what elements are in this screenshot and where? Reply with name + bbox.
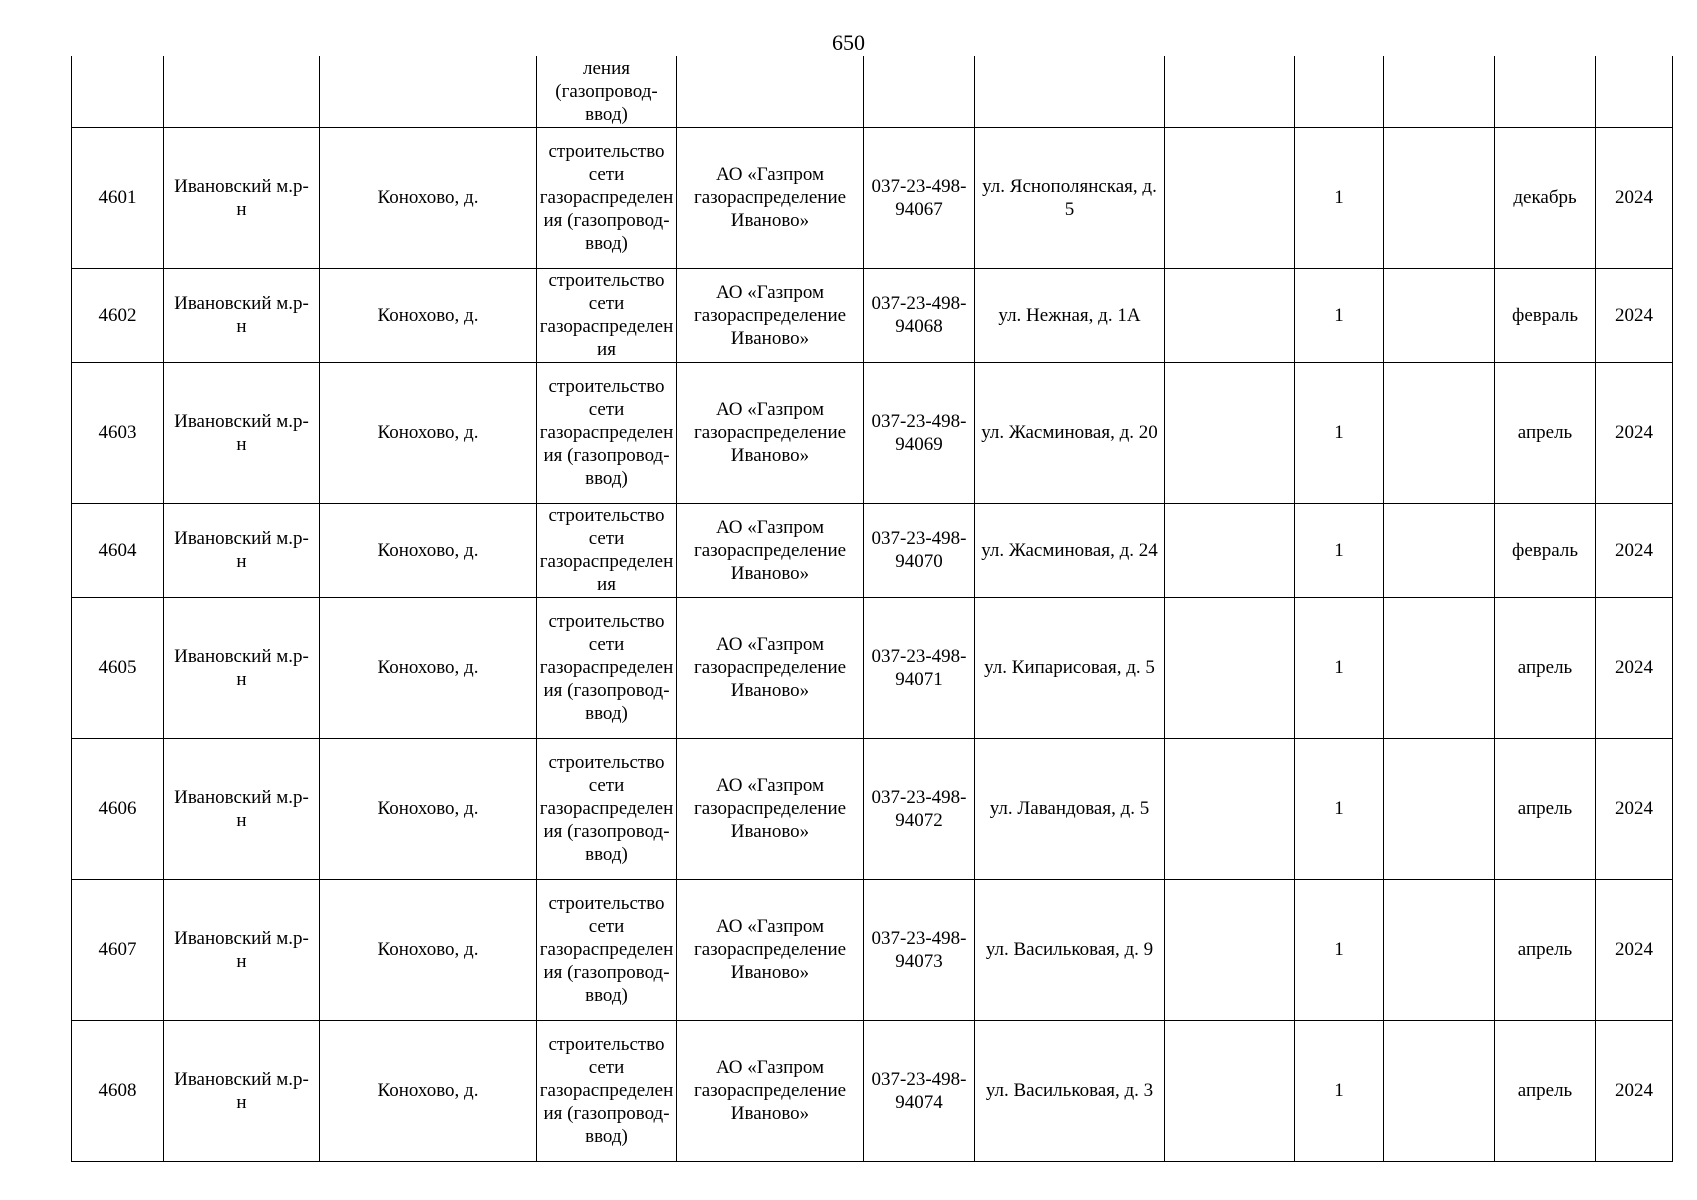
cell-code: 037-23-498-94072 [864, 738, 975, 879]
cell-col8 [1165, 1020, 1295, 1161]
cell-num: 4601 [72, 127, 164, 268]
cell-month: февраль [1495, 503, 1596, 597]
cell-num: 4604 [72, 503, 164, 597]
cell-work-type: ления (газопровод-ввод) [537, 56, 677, 127]
cell-district: Ивановский м.р-н [164, 879, 320, 1020]
cell-col10 [1384, 738, 1495, 879]
table-row [72, 597, 1673, 738]
cell-year: 2024 [1596, 127, 1673, 268]
cell-code: 037-23-498-94070 [864, 503, 975, 597]
table-row [72, 127, 1673, 268]
cell-code: 037-23-498-94067 [864, 127, 975, 268]
table-row [72, 879, 1673, 1020]
cell-settlement: Конохово, д. [320, 738, 537, 879]
cell-district: Ивановский м.р-н [164, 362, 320, 503]
cell-month [1495, 56, 1596, 127]
cell-work-type: строительство сети газораспределения (газопровод-ввод) [537, 1020, 677, 1161]
table-row [72, 503, 1673, 597]
cell-month: апрель [1495, 738, 1596, 879]
cell-district [164, 56, 320, 127]
cell-organization: АО «Газпром газораспределение Иваново» [677, 127, 864, 268]
cell-address [975, 56, 1165, 127]
cell-district: Ивановский м.р-н [164, 268, 320, 362]
cell-col10 [1384, 1020, 1495, 1161]
cell-organization: АО «Газпром газораспределение Иваново» [677, 738, 864, 879]
cell-count: 1 [1295, 503, 1384, 597]
cell-count: 1 [1295, 879, 1384, 1020]
cell-col8 [1165, 127, 1295, 268]
cell-address: ул. Жасминовая, д. 24 [975, 503, 1165, 597]
cell-address: ул. Лавандовая, д. 5 [975, 738, 1165, 879]
cell-code: 037-23-498-94074 [864, 1020, 975, 1161]
cell-work-type: строительство сети газораспределения (газопровод-ввод) [537, 738, 677, 879]
cell-address: ул. Нежная, д. 1А [975, 268, 1165, 362]
cell-code: 037-23-498-94068 [864, 268, 975, 362]
cell-year: 2024 [1596, 879, 1673, 1020]
cell-month: апрель [1495, 362, 1596, 503]
table-row-continuation [72, 56, 1673, 127]
cell-col10 [1384, 879, 1495, 1020]
cell-address: ул. Васильковая, д. 3 [975, 1020, 1165, 1161]
cell-col8 [1165, 362, 1295, 503]
cell-code: 037-23-498-94071 [864, 597, 975, 738]
cell-address: ул. Кипарисовая, д. 5 [975, 597, 1165, 738]
cell-col10 [1384, 127, 1495, 268]
cell-year [1596, 56, 1673, 127]
cell-col10 [1384, 597, 1495, 738]
cell-work-type: строительство сети газораспределения [537, 503, 677, 597]
page-number: 650 [832, 30, 865, 55]
cell-num: 4602 [72, 268, 164, 362]
cell-num [72, 56, 164, 127]
cell-district: Ивановский м.р-н [164, 738, 320, 879]
cell-code: 037-23-498-94073 [864, 879, 975, 1020]
cell-district: Ивановский м.р-н [164, 1020, 320, 1161]
cell-col8 [1165, 268, 1295, 362]
cell-count: 1 [1295, 268, 1384, 362]
table-row [72, 1020, 1673, 1161]
cell-organization: АО «Газпром газораспределение Иваново» [677, 362, 864, 503]
table-row [72, 362, 1673, 503]
cell-organization: АО «Газпром газораспределение Иваново» [677, 503, 864, 597]
table-row [72, 268, 1673, 362]
cell-num: 4605 [72, 597, 164, 738]
cell-year: 2024 [1596, 362, 1673, 503]
cell-settlement [320, 56, 537, 127]
cell-settlement: Конохово, д. [320, 268, 537, 362]
cell-col10 [1384, 362, 1495, 503]
cell-count: 1 [1295, 738, 1384, 879]
cell-num: 4608 [72, 1020, 164, 1161]
cell-count [1295, 56, 1384, 127]
cell-address: ул. Яснополянская, д. 5 [975, 127, 1165, 268]
cell-col10 [1384, 56, 1495, 127]
cell-year: 2024 [1596, 597, 1673, 738]
cell-district: Ивановский м.р-н [164, 503, 320, 597]
cell-year: 2024 [1596, 503, 1673, 597]
cell-work-type: строительство сети газораспределения [537, 268, 677, 362]
cell-settlement: Конохово, д. [320, 503, 537, 597]
cell-col10 [1384, 268, 1495, 362]
cell-work-type: строительство сети газораспределения (газопровод-ввод) [537, 879, 677, 1020]
cell-col8 [1165, 597, 1295, 738]
cell-address: ул. Жасминовая, д. 20 [975, 362, 1165, 503]
cell-organization: АО «Газпром газораспределение Иваново» [677, 597, 864, 738]
cell-organization: АО «Газпром газораспределение Иваново» [677, 268, 864, 362]
cell-year: 2024 [1596, 1020, 1673, 1161]
cell-col8 [1165, 738, 1295, 879]
cell-address: ул. Васильковая, д. 9 [975, 879, 1165, 1020]
cell-num: 4603 [72, 362, 164, 503]
cell-count: 1 [1295, 597, 1384, 738]
cell-count: 1 [1295, 1020, 1384, 1161]
cell-num: 4606 [72, 738, 164, 879]
register-table [71, 56, 1673, 1162]
cell-num: 4607 [72, 879, 164, 1020]
cell-year: 2024 [1596, 738, 1673, 879]
cell-settlement: Конохово, д. [320, 597, 537, 738]
cell-month: апрель [1495, 597, 1596, 738]
cell-district: Ивановский м.р-н [164, 127, 320, 268]
cell-work-type: строительство сети газораспределения (газопровод-ввод) [537, 597, 677, 738]
cell-month: февраль [1495, 268, 1596, 362]
table-row [72, 738, 1673, 879]
cell-year: 2024 [1596, 268, 1673, 362]
cell-month: апрель [1495, 879, 1596, 1020]
cell-settlement: Конохово, д. [320, 879, 537, 1020]
cell-settlement: Конохово, д. [320, 362, 537, 503]
cell-organization: АО «Газпром газораспределение Иваново» [677, 879, 864, 1020]
cell-col8 [1165, 879, 1295, 1020]
cell-organization [677, 56, 864, 127]
cell-organization: АО «Газпром газораспределение Иваново» [677, 1020, 864, 1161]
cell-work-type: строительство сети газораспределения (газопровод-ввод) [537, 127, 677, 268]
cell-col10 [1384, 503, 1495, 597]
cell-col8 [1165, 503, 1295, 597]
cell-work-type: строительство сети газораспределения (газопровод-ввод) [537, 362, 677, 503]
cell-district: Ивановский м.р-н [164, 597, 320, 738]
cell-col8 [1165, 56, 1295, 127]
cell-count: 1 [1295, 362, 1384, 503]
cell-code [864, 56, 975, 127]
cell-month: декабрь [1495, 127, 1596, 268]
cell-settlement: Конохово, д. [320, 127, 537, 268]
cell-count: 1 [1295, 127, 1384, 268]
cell-settlement: Конохово, д. [320, 1020, 537, 1161]
cell-code: 037-23-498-94069 [864, 362, 975, 503]
cell-month: апрель [1495, 1020, 1596, 1161]
